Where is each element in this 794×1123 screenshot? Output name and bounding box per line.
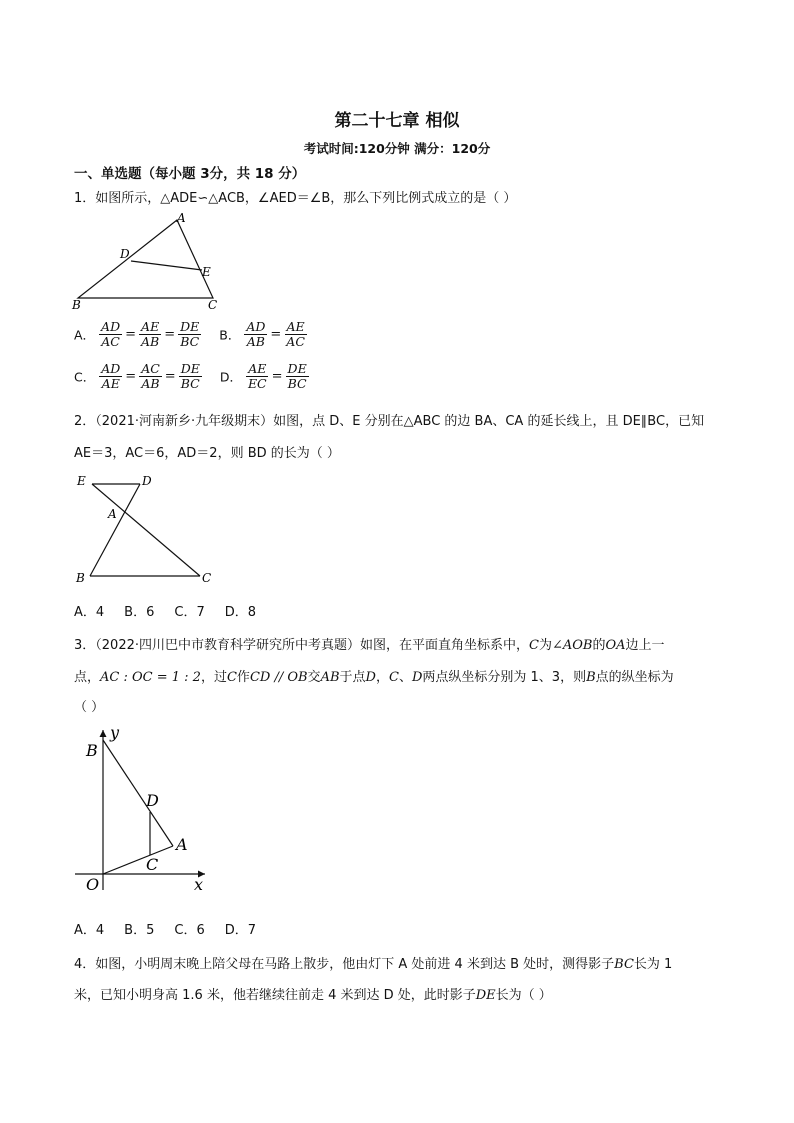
fraction: $\frac{AE}{AB}$ bbox=[141, 319, 160, 349]
q2-option-b[interactable]: B．6 bbox=[124, 605, 155, 620]
q2-option-a[interactable]: A．4 bbox=[74, 605, 105, 620]
question-1-text: 1．如图所示，△ADE∽△ACB，∠AED＝∠B，那么下列比例式成立的是（ ） bbox=[74, 191, 517, 206]
question-3-line-2: 点，AC : OC = 1 : 2，过C作CD // OB交AB于点D，C、D两点纵坐标分别为 1、3，则B点的纵坐标为 bbox=[74, 670, 674, 685]
q3-option-d[interactable]: D．7 bbox=[224, 923, 257, 938]
q1-label-a: A bbox=[177, 211, 186, 225]
q1-options-row-2: C． $\frac{AD}{AE}$ = $\frac{AC}{AB}$ = $\frac{DE}{BC}$ D． $\frac{AE}{EC}$ = $\frac{DE}{BC}$ bbox=[74, 361, 307, 391]
q2-option-c[interactable]: C．7 bbox=[174, 605, 205, 620]
q3-option-c[interactable]: C．6 bbox=[174, 923, 205, 938]
question-2-line-1: 2．（2021·河南新乡·九年级期末）如图，点 D、E 分别在△ABC 的边 BA、CA 的延长线上，且 DE∥BC，已知 bbox=[74, 414, 705, 429]
q3-label-d: D bbox=[146, 791, 159, 810]
page-title: 第二十七章 相似 bbox=[334, 111, 460, 131]
q3-option-a[interactable]: A．4 bbox=[74, 923, 105, 938]
fraction: $\frac{DE}{BC}$ bbox=[180, 361, 200, 391]
fraction: $\frac{AC}{AB}$ bbox=[141, 361, 160, 391]
question-1-figure bbox=[66, 208, 236, 316]
q3-label-y: y bbox=[110, 723, 120, 742]
fraction: $\frac{AD}{AB}$ bbox=[246, 319, 266, 349]
q3-label-b: B bbox=[86, 741, 98, 760]
q3-label-x: x bbox=[194, 875, 204, 894]
q1-option-a[interactable]: A． bbox=[74, 327, 96, 343]
q3-option-b[interactable]: B．5 bbox=[124, 923, 155, 938]
question-3-line-1: 3．（2022·四川巴中市教育科学研究所中考真题）如图，在平面直角坐标系中，C为∠AOB的OA边上一 bbox=[74, 638, 665, 653]
q3-label-c: C bbox=[146, 855, 159, 874]
q1-option-d[interactable]: D． bbox=[219, 369, 242, 385]
q1-option-b[interactable]: B． bbox=[219, 327, 241, 343]
q1-label-d: D bbox=[120, 247, 130, 261]
q2-label-d: D bbox=[142, 474, 152, 488]
question-3-figure bbox=[70, 720, 220, 898]
q2-label-e: E bbox=[77, 474, 86, 488]
q3-options bbox=[74, 919, 256, 938]
question-2-figure bbox=[70, 470, 220, 588]
q1-label-c: C bbox=[208, 298, 218, 312]
q3-label-o: O bbox=[86, 875, 100, 894]
fraction: $\frac{AD}{AE}$ bbox=[101, 361, 121, 391]
fraction: $\frac{DE}{BC}$ bbox=[287, 361, 307, 391]
q2-label-a: A bbox=[108, 507, 117, 521]
fraction: $\frac{AE}{EC}$ bbox=[247, 361, 267, 391]
fraction: $\frac{AE}{AC}$ bbox=[286, 319, 305, 349]
q2-options bbox=[74, 601, 256, 620]
q3-label-a: A bbox=[176, 835, 188, 854]
question-2-line-2: AE＝3，AC＝6，AD＝2，则 BD 的长为（ ） bbox=[74, 446, 340, 461]
exam-info: 考试时间:120分钟 满分：120分 bbox=[303, 141, 491, 156]
q2-label-c: C bbox=[202, 571, 212, 585]
fraction: $\frac{DE}{BC}$ bbox=[180, 319, 200, 349]
q2-label-b: B bbox=[76, 571, 85, 585]
question-4-line-1: 4．如图，小明周末晚上陪父母在马路上散步，他由灯下 A 处前进 4 米到达 B 处时，测得影子BC长为 1 bbox=[74, 957, 673, 972]
question-4-line-2: 米，已知小明身高 1.6 米，他若继续往前走 4 米到达 D 处，此时影子DE长为（ ） bbox=[74, 988, 552, 1003]
fraction: $\frac{AD}{AC}$ bbox=[101, 319, 121, 349]
q1-label-b: B bbox=[72, 298, 81, 312]
question-3-line-3: （ ） bbox=[74, 700, 105, 715]
q1-option-c[interactable]: C． bbox=[74, 369, 96, 385]
q1-options-row-1: A． $\frac{AD}{AC}$ = $\frac{AE}{AB}$ = $\frac{DE}{BC}$ B． $\frac{AD}{AB}$ = $\frac{AE}{AC}$ bbox=[74, 319, 305, 349]
q1-label-e: E bbox=[202, 265, 211, 279]
section-heading: 一、单选题（每小题 3分，共 18 分） bbox=[74, 166, 306, 182]
q2-option-d[interactable]: D．8 bbox=[224, 605, 257, 620]
